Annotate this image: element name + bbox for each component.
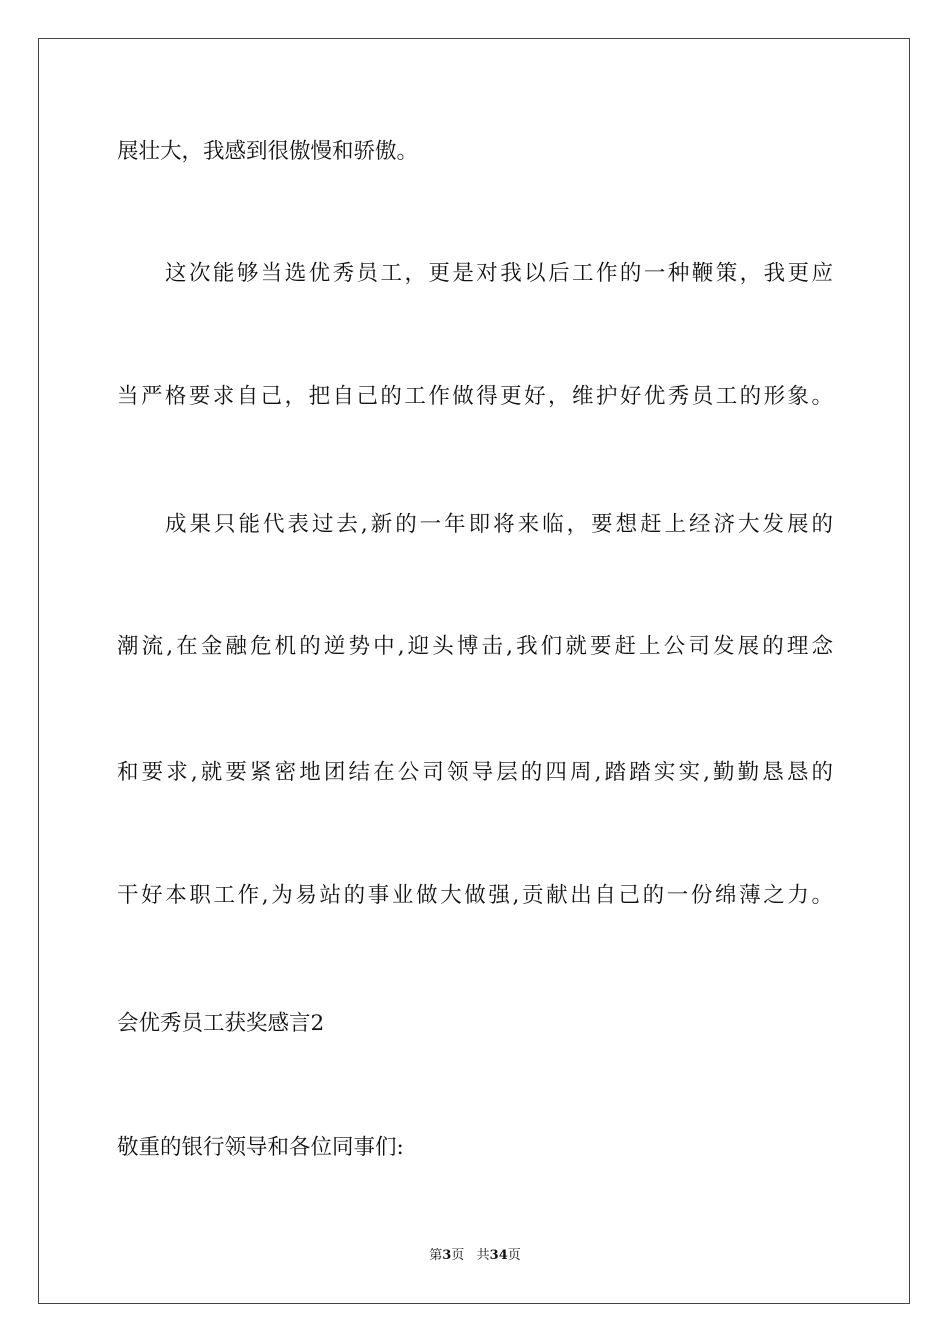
page-footer	[0, 1247, 950, 1265]
text-line-6: 和要求,就要紧密地团结在公司领导层的四周,踏踏实实,勤勤恳恳的	[117, 760, 833, 785]
text-line-4: 成果只能代表过去,新的一年即将来临，要想赶上经济大发展的	[165, 512, 833, 537]
text-line-2: 这次能够当选优秀员工，更是对我以后工作的一种鞭策，我更应	[165, 261, 833, 286]
page-border	[38, 38, 910, 1304]
footer-total-pages: 34	[489, 1248, 508, 1263]
footer-page-number: 3	[442, 1248, 452, 1263]
text-line-5: 潮流,在金融危机的逆势中,迎头博击,我们就要赶上公司发展的理念	[117, 634, 833, 659]
section-heading: 会优秀员工获奖感言2	[117, 1011, 325, 1036]
footer-prefix: 第	[429, 1248, 443, 1263]
footer-suffix: 页	[507, 1248, 521, 1263]
footer-middle: 页 共	[451, 1248, 490, 1263]
text-line-7: 干好本职工作,为易站的事业做大做强,贡献出自己的一份绵薄之力。	[117, 883, 833, 908]
salutation-line: 敬重的银行领导和各位同事们:	[117, 1135, 404, 1160]
text-line-3: 当严格要求自己，把自己的工作做得更好，维护好优秀员工的形象。	[117, 384, 833, 409]
text-line-1: 展壮大，我感到很傲慢和骄傲。	[117, 139, 419, 164]
